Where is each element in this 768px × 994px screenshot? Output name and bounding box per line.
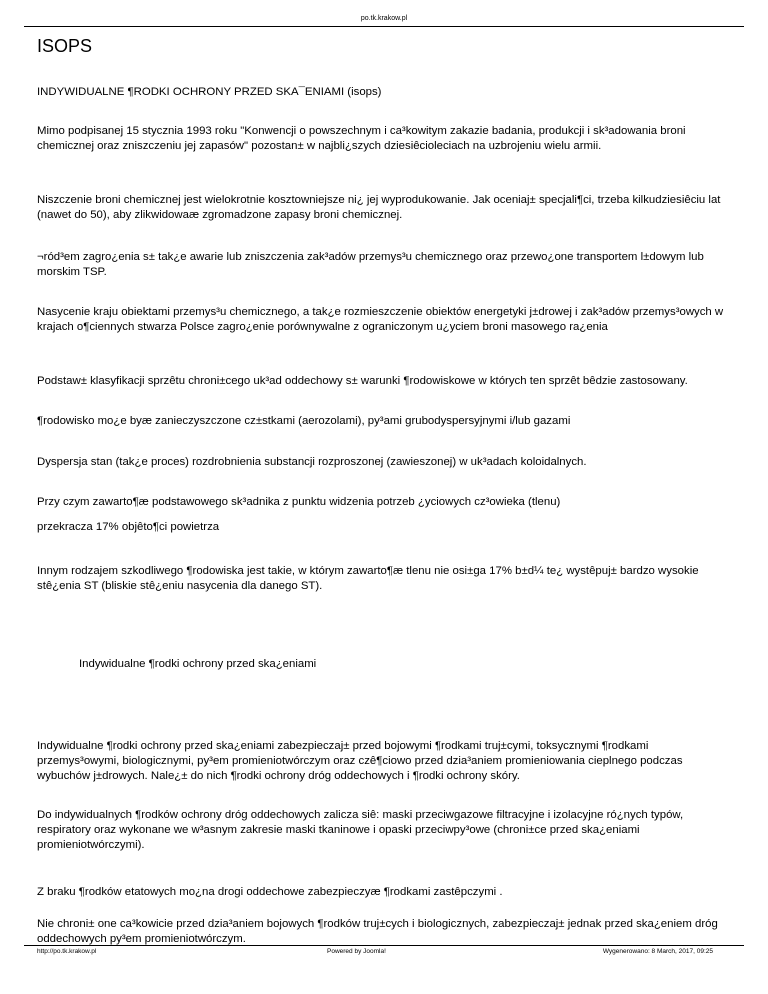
paragraph: Nie chroni± one ca³kowicie przed dzia³aniem bojowych ¶rodków truj±cych i biologicznych, zabezpieczaj± jednak przed ska¿eniem dróg oddechowych py³em promieniotwórczym.: [37, 918, 718, 945]
paragraph: Podstaw± klasyfikacji sprzêtu chroni±cego uk³ad oddechowy s± warunki ¶rodowiskowe w których ten sprzêt bêdzie zastosowany.: [37, 375, 688, 387]
footer-generated-date: Wygenerowano: 8 March, 2017, 09:25: [602, 948, 713, 955]
footer-url[interactable]: http://po.tk.krakow.pl: [37, 948, 97, 955]
top-divider: [24, 26, 744, 27]
footer-powered-by[interactable]: Powered by Joomla!: [327, 948, 386, 955]
subsection-heading: Indywidualne ¶rodki ochrony przed ska¿eniami: [79, 658, 317, 670]
paragraph: Indywidualne ¶rodki ochrony przed ska¿eniami zabezpieczaj± przed bojowymi ¶rodkami truj±cymi, toksycznymi ¶rodkami przemys³owymi, biologicznymi, py³em promieniotwórczym oraz czê¶ciowo przed dzia³aniem promieniowania cieplnego podczas wybuchów j±drowych. Nale¿± do nich ¶rodki ochrony dróg oddechowych i ¶rodki ochrony skóry.: [37, 740, 683, 782]
paragraph: ¬ród³em zagro¿enia s± tak¿e awarie lub zniszczenia zak³adów przemys³u chemicznego oraz przewo¿one transportem l±dowym lub morskim TSP.: [37, 251, 704, 278]
paragraph: Do indywidualnych ¶rodków ochrony dróg oddechowych zalicza siê: maski przeciwgazowe filtracyjne i izolacyjne ró¿nych typów, respiratory oraz wykonane we w³asnym zakresie maski tkaninowe i opaski przeciwpy³owe (chroni±ce przed ska¿eniami promieniotwórczymi).: [37, 809, 684, 851]
paragraph: Niszczenie broni chemicznej jest wielokrotnie kosztowniejsze ni¿ jej wyprodukowanie. Jak oceniaj± specjali¶ci, trzeba kilkudziesiêciu lat (nawet do 50), aby zlikwidowaæ zgromadzone zapasy broni chemicznej.: [37, 194, 721, 221]
header-site-url: po.tk.krakow.pl: [360, 15, 408, 22]
paragraph: Dyspersja stan (tak¿e proces) rozdrobnienia substancji rozproszonej (zawieszonej) w uk³adach koloidalnych.: [37, 456, 587, 468]
paragraph: Nasycenie kraju obiektami przemys³u chemicznego, a tak¿e rozmieszczenie obiektów energetyki j±drowej i zak³adów przemys³owych w krajach o¶ciennych stwarza Polsce zagro¿enie porównywalne z ograniczonym u¿yciem broni masowego ra¿enia: [37, 306, 724, 333]
section-heading: INDYWIDUALNE ¶RODKI OCHRONY PRZED SKA¯ENIAMI (isops): [37, 86, 382, 98]
paragraph: Przy czym zawarto¶æ podstawowego sk³adnika z punktu widzenia potrzeb ¿yciowych cz³owieka (tlenu): [37, 496, 561, 508]
paragraph: przekracza 17% objêto¶ci powietrza: [37, 521, 220, 533]
footer-divider: [24, 945, 744, 946]
paragraph: Innym rodzajem szkodliwego ¶rodowiska jest takie, w którym zawarto¶æ tlenu nie osi±ga 17% b±d¼ te¿ wystêpuj± bardzo wysokie stê¿enia ST (bliskie stê¿eniu nasycenia dla danego ST).: [37, 565, 699, 592]
paragraph: Z braku ¶rodków etatowych mo¿na drogi oddechowe zabezpieczyæ ¶rodkami zastêpczymi .: [37, 886, 503, 898]
paragraph: Mimo podpisanej 15 stycznia 1993 roku "Konwencji o powszechnym i ca³kowitym zakazie badania, produkcji i sk³adowania broni chemicznej oraz zniszczeniu jej zapasów" pozostan± w najbli¿szych dziesiêcioleciach na uzbrojeniu wielu armii.: [37, 125, 686, 152]
page-title: ISOPS: [37, 36, 93, 56]
paragraph: ¶rodowisko mo¿e byæ zanieczyszczone cz±stkami (aerozolami), py³ami grubodyspersyjnymi i/lub gazami: [37, 415, 571, 427]
